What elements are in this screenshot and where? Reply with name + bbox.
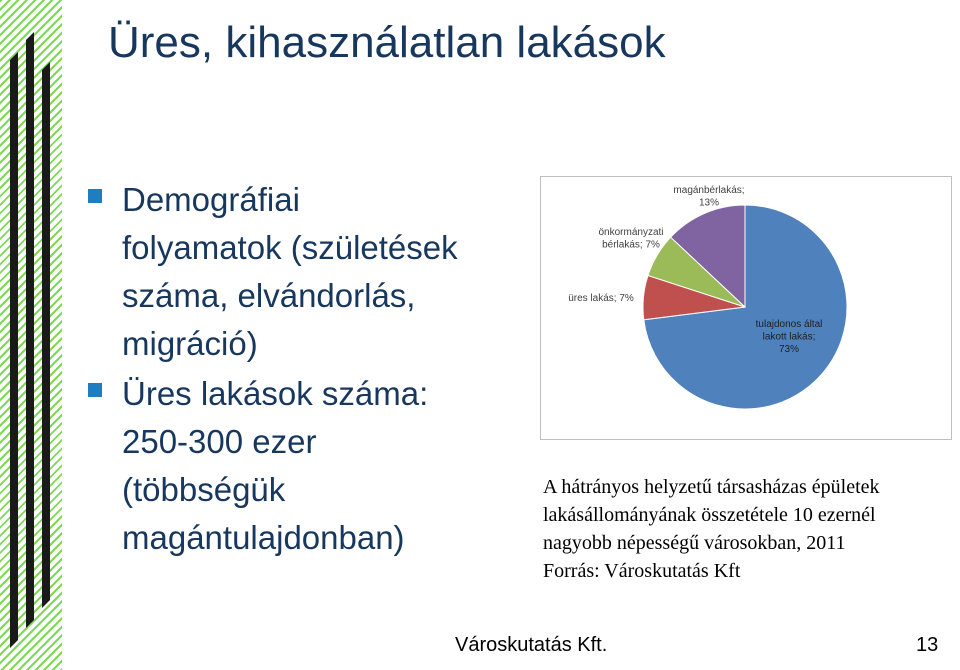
pie-chart	[541, 177, 951, 439]
slice-label: üres lakás; 7%	[568, 293, 634, 304]
slice-label: tulajdonos által lakott lakás; 73%	[755, 319, 823, 355]
bullet-item	[88, 370, 528, 562]
slice-label: önkormányzati bérlakás; 7%	[598, 227, 664, 251]
caption-line: lakásállományának összetétele 10 ezernél	[543, 504, 876, 526]
slide-title: Üres, kihasználatlan lakások	[108, 18, 666, 67]
footer-text: Városkutatás Kft.	[455, 634, 608, 656]
caption-line: nagyobb népességű városokban, 2011	[543, 532, 846, 554]
bullet-text: Üres lakások száma: 250-300 ezer (többségük magántulajdonban)	[122, 375, 429, 556]
caption-line: A hátrányos helyzetű társasházas épületek	[543, 476, 880, 498]
chart-caption	[543, 473, 960, 585]
bullet-list	[88, 176, 528, 564]
bullet-square-icon	[88, 189, 102, 203]
caption-line: Forrás: Városkutatás Kft	[543, 560, 741, 582]
decorative-bars	[0, 0, 62, 670]
bullet-item	[88, 176, 528, 368]
pie-chart-frame	[540, 176, 952, 440]
page-number: 13	[916, 634, 939, 656]
slice-label: magánbérlakás; 13%	[673, 185, 745, 209]
bullet-square-icon	[88, 383, 102, 397]
bullet-text: Demográfiai folyamatok (születések száma, elvándorlás, migráció)	[122, 181, 458, 362]
